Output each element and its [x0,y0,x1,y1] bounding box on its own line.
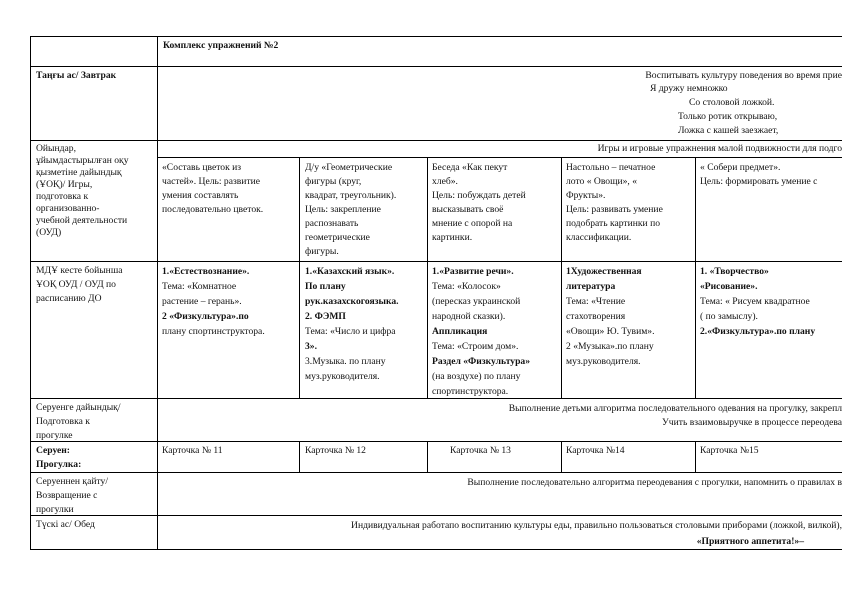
row-label-lunch: Түскі ас/ Обед [36,519,95,530]
breakfast-poem-line: Я дружу немножко [650,83,728,94]
breakfast-poem-line: Ложка с кашей заезжает, [678,125,779,136]
breakfast-poem-line: Со столовой ложкой. [689,97,775,108]
walk-card-friday: Карточка №15 [700,445,759,456]
walk-card-thursday: Карточка №14 [566,445,625,456]
return-text: Выполнение последовательно алгоритма переодевания с прогулки, напомнить о правилах в [467,477,842,488]
breakfast-text: Воспитывать культуру поведения во время прие [645,70,842,81]
page-title: Комплекс упражнений №2 [163,40,279,51]
lunch-text: «Приятного аппетита!»– [696,536,804,547]
games-header: Игры и игровые упражнения малой подвижности для подго [597,143,842,154]
walk-card-wednesday: Карточка № 13 [450,445,511,456]
lunch-text: Индивидуальная работапо воспитанию культуры еды, правильно пользоваться столовыми приборами (ложкой, вилкой), [351,520,842,531]
walk-card-tuesday: Карточка № 12 [305,445,366,456]
breakfast-poem-line: Только ротик открываю, [678,111,778,122]
row-label-breakfast: Таңғы ас/ Завтрак [36,70,117,81]
walk-card-monday: Карточка № 11 [162,445,223,456]
prepare-text: Учить взаимовыручке в процессе переодева [662,417,842,428]
prepare-text: Выполнение детьми алгоритма последовательного одевания на прогулку, закрепл [508,403,842,414]
